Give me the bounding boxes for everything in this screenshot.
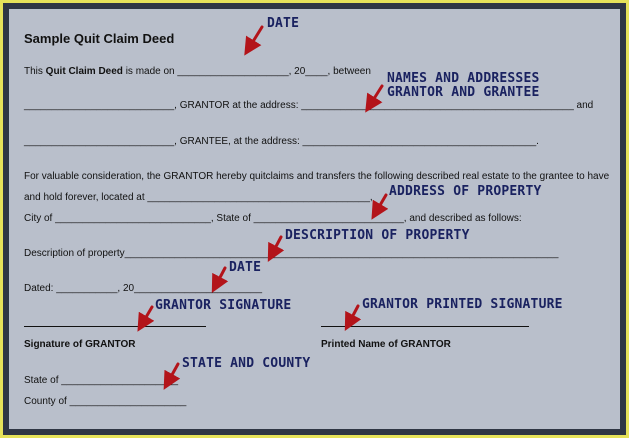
annotation-date-top: DATE [267, 16, 300, 31]
arrow-date-bottom-icon [216, 268, 225, 285]
arrow-state-county-icon [168, 364, 178, 382]
annotation-address-of-property: ADDRESS OF PROPERTY [389, 184, 542, 199]
arrow-printed-signature-icon [349, 306, 358, 323]
annotation-grantor-printed-signature: GRANTOR PRINTED SIGNATURE [362, 297, 563, 312]
arrow-names-addresses-icon [370, 86, 382, 105]
annotation-description-of-property: DESCRIPTION OF PROPERTY [285, 228, 470, 243]
county-line: County of _____________________ [24, 396, 187, 407]
dated-line: Dated: ___________, 20_______________________ [24, 283, 263, 294]
annotation-names-addresses: NAMES AND ADDRESSES [387, 71, 540, 86]
annotation-date-bottom: DATE [229, 260, 262, 275]
arrow-date-top-icon [249, 27, 262, 48]
arrow-description-property-icon [272, 237, 281, 254]
annotation-grantor-signature: GRANTOR SIGNATURE [155, 298, 292, 313]
printed-name-of-grantor-label: Printed Name of GRANTOR [321, 339, 451, 350]
grantor-address-line: ___________________________, GRANTOR at the address: _________________________________________________ and [24, 100, 594, 111]
property-location-line: and hold forever, located at ________________________________________, [24, 192, 373, 203]
consideration-paragraph: For valuable consideration, the GRANTOR hereby quitclaims and transfers the following described real estate to the grantee to have [24, 171, 610, 182]
outer-frame [3, 3, 626, 435]
signature-of-grantor-label: Signature of GRANTOR [24, 339, 136, 350]
deed-date-line-pre: This [24, 66, 46, 77]
annotation-state-and-county: STATE AND COUNTY [182, 356, 311, 371]
deed-date-line-rest: is made on ____________________, 20____, between [122, 66, 371, 77]
document-title: Sample Quit Claim Deed [24, 31, 175, 46]
description-line: Description of property______________________________________________________________________________ [24, 248, 559, 259]
annotation-grantor-grantee: GRANTOR AND GRANTEE [387, 85, 540, 100]
city-state-line: City of ____________________________, State of ___________________________, and described as follows: [24, 213, 522, 224]
deed-sheet [9, 9, 620, 429]
arrow-grantor-signature-icon [142, 307, 152, 324]
annotation-arrows [9, 9, 620, 429]
grantee-address-line: ___________________________, GRANTEE, at the address: __________________________________________. [24, 136, 539, 147]
state-line: State of _____________________ [24, 375, 179, 386]
deed-date-line-bold: Quit Claim Deed [45, 66, 123, 77]
arrow-address-property-icon [376, 195, 386, 212]
